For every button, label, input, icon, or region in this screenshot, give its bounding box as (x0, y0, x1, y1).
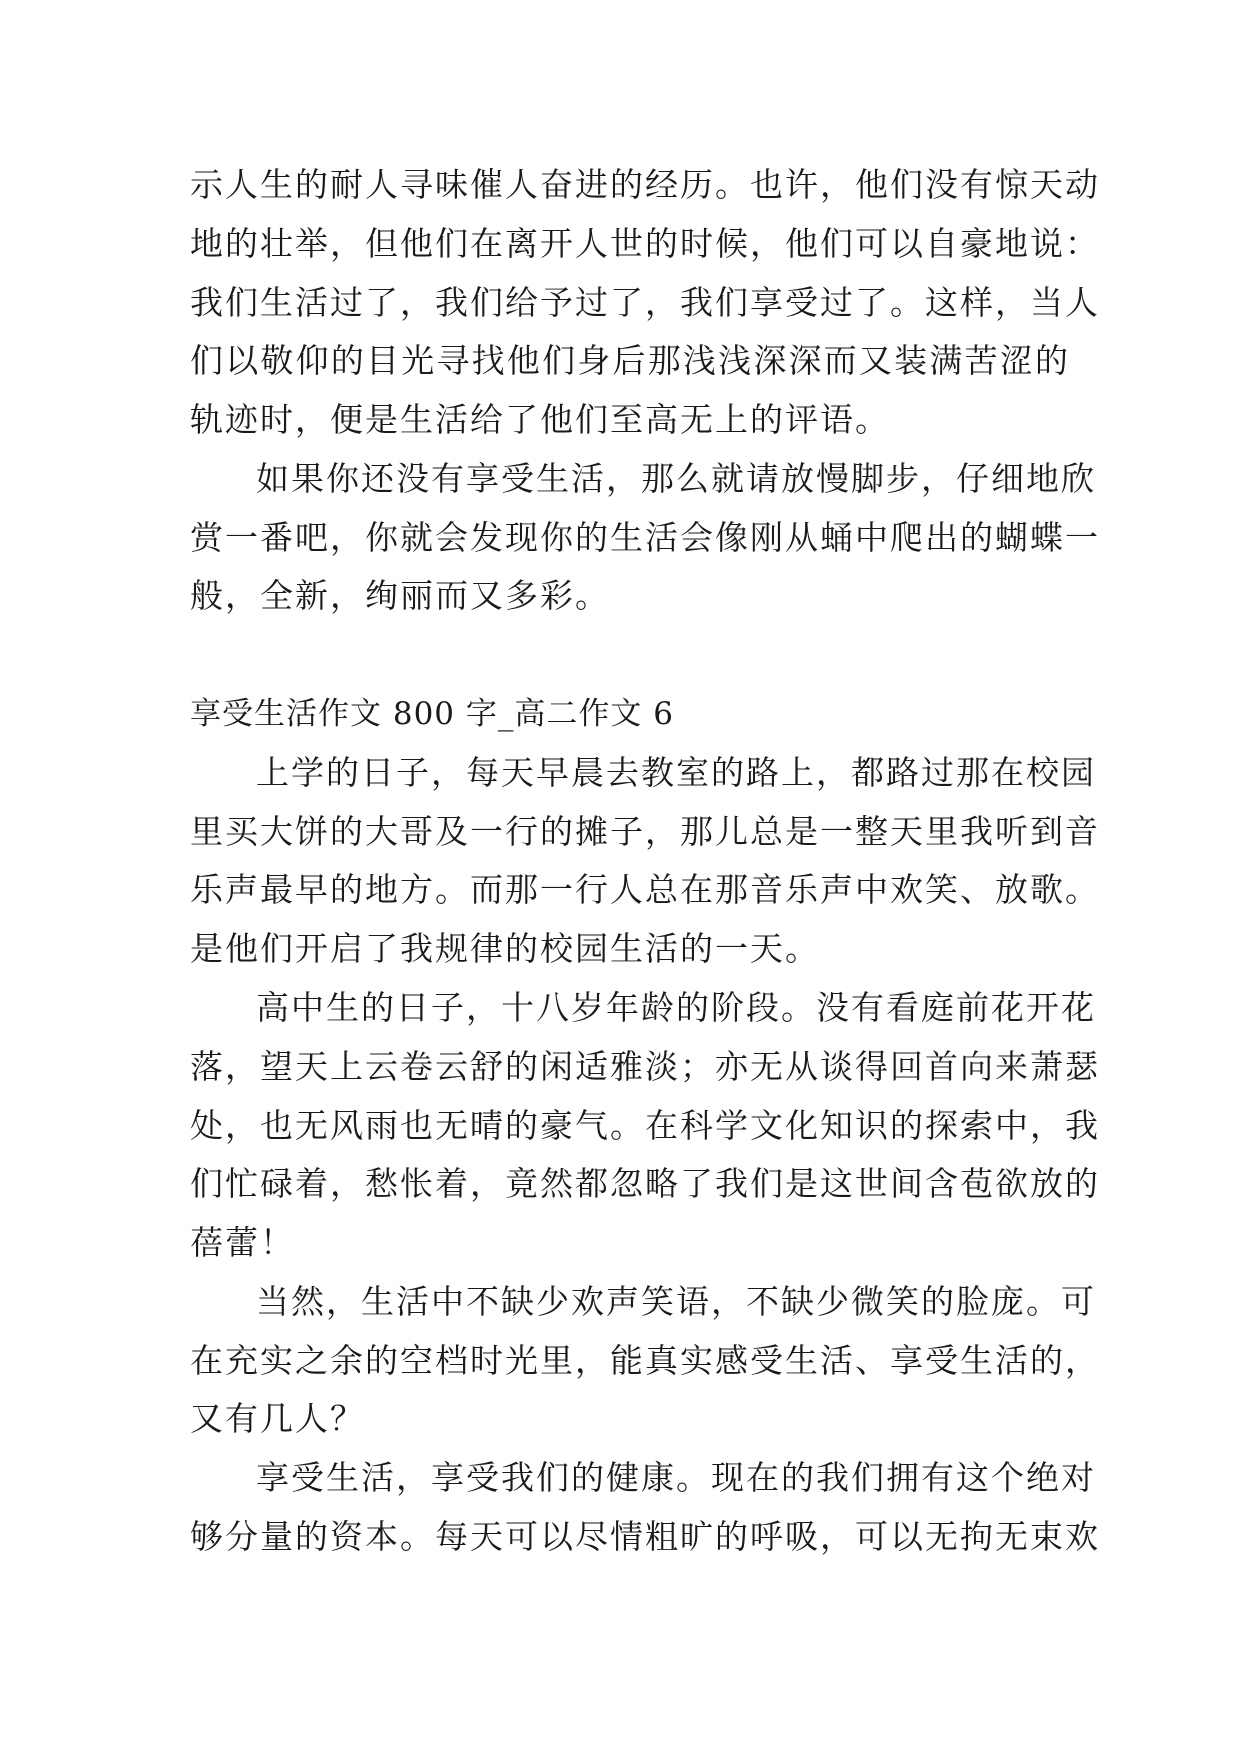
paragraph-line: 轨迹时，便是生活给了他们至高无上的评语。 (190, 400, 890, 439)
paragraph-line: 处，也无风雨也无晴的豪气。在科学文化知识的探索中，我 (190, 1106, 1100, 1145)
paragraph-line: 是他们开启了我规律的校园生活的一天。 (190, 929, 820, 968)
paragraph-line: 们忙碌着，愁怅着，竟然都忽略了我们是这世间含苞欲放的 (190, 1164, 1100, 1203)
paragraph-line: 在充实之余的空档时光里，能真实感受生活、享受生活的， (190, 1341, 1100, 1380)
paragraph-line: 高中生的日子，十八岁年龄的阶段。没有看庭前花开花 (256, 988, 1096, 1027)
paragraph-line: 们以敬仰的目光寻找他们身后那浅浅深深而又装满苦涩的 (190, 341, 1070, 380)
paragraph-line: 当然，生活中不缺少欢声笑语，不缺少微笑的脸庞。可 (256, 1282, 1096, 1321)
paragraph-line: 蓓蕾！ (190, 1223, 295, 1262)
paragraph-line: 我们生活过了，我们给予过了，我们享受过了。这样，当人 (190, 283, 1100, 322)
paragraph-line: 上学的日子，每天早晨去教室的路上，都路过那在校园 (256, 753, 1096, 792)
paragraph-line: 里买大饼的大哥及一行的摊子，那儿总是一整天里我听到音 (190, 812, 1100, 851)
paragraph-line: 地的壮举，但他们在离开人世的时候，他们可以自豪地说： (190, 224, 1100, 263)
paragraph-line: 赏一番吧，你就会发现你的生活会像刚从蛹中爬出的蝴蝶一 (190, 518, 1100, 557)
paragraph-line: 又有几人？ (190, 1399, 365, 1438)
paragraph-line: 示人生的耐人寻味催人奋进的经历。也许，他们没有惊天动 (190, 165, 1100, 204)
section-heading: 享受生活作文 800 字_高二作文 6 (190, 696, 674, 732)
paragraph-line: 如果你还没有享受生活，那么就请放慢脚步，仔细地欣 (256, 459, 1096, 498)
paragraph-line: 享受生活，享受我们的健康。现在的我们拥有这个绝对 (256, 1458, 1096, 1497)
paragraph-line: 够分量的资本。每天可以尽情粗旷的呼吸，可以无拘无束欢 (190, 1517, 1100, 1556)
paragraph-line: 般，全新，绚丽而又多彩。 (190, 576, 610, 615)
paragraph-line: 乐声最早的地方。而那一行人总在那音乐声中欢笑、放歌。 (190, 870, 1100, 909)
paragraph-line: 落，望天上云卷云舒的闲适雅淡；亦无从谈得回首向来萧瑟 (190, 1047, 1100, 1086)
